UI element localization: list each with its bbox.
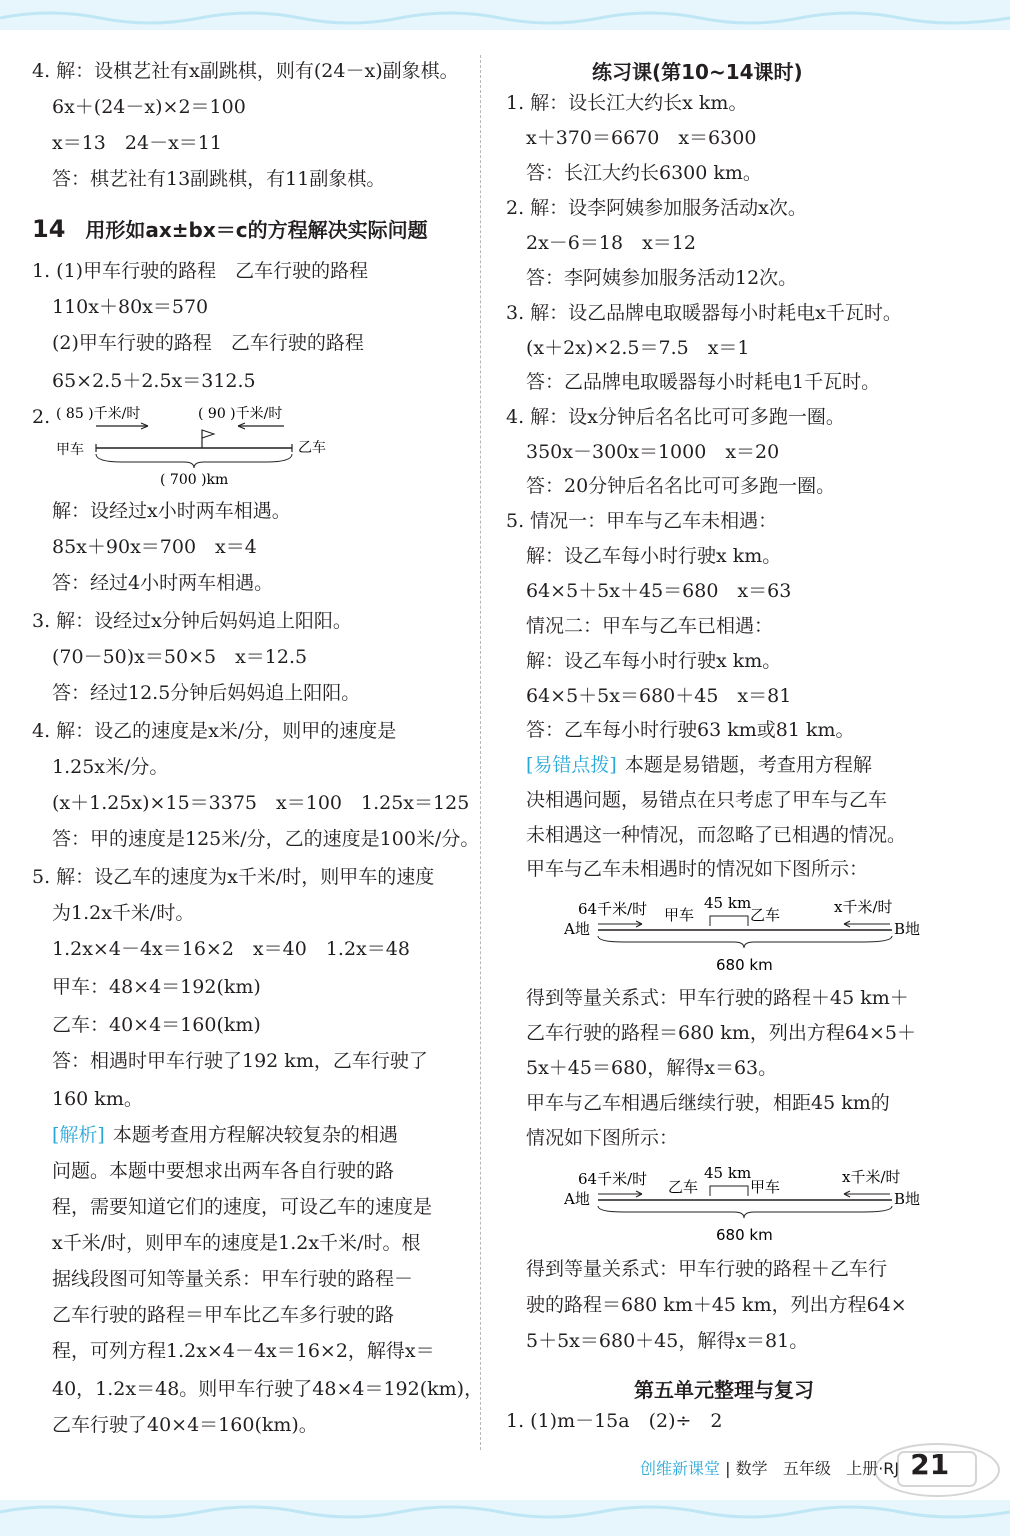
q2-number: 2. [32, 406, 51, 428]
footer-subject: 数学 [735, 1459, 768, 1478]
d1-car-a: 甲车 [664, 906, 695, 924]
d1-gap: 45 km [704, 894, 752, 912]
footer-brand: 创维新课堂 [640, 1459, 721, 1478]
tip-text-1: 本题是易错题，考查用方程解 [624, 754, 872, 776]
r5-c: 64×5＋5x＋45＝680 x＝63 [526, 580, 792, 602]
tip-line-2: 决相遇问题，易错点在只考虑了甲车与乙车 [526, 789, 888, 811]
tip-line-7: 5x＋45＝680，解得x＝63。 [526, 1057, 778, 1079]
analysis-line-7: 程，可列方程1.2x×4－4x＝16×2，解得x＝ [52, 1340, 435, 1362]
review-item-1: 1. (1)m－15a (2)÷ 2 [506, 1410, 723, 1432]
r4-c: 答：20分钟后名名比可可多跑一圈。 [526, 475, 836, 497]
analysis-line-1 [52, 1122, 398, 1148]
r4-a: 4. 解：设x分钟后名名比可可多跑一圈。 [506, 406, 845, 428]
q2-line-diagram [52, 400, 342, 488]
q3-b: (70－50)x＝50×5 x＝12.5 [52, 646, 308, 668]
r5-d: 情况二：甲车与乙车已相遇： [526, 615, 774, 637]
r5-b: 解：设乙车每小时行驶x km。 [526, 545, 782, 567]
section-heading [32, 214, 428, 243]
tip-line-12: 5＋5x＝680＋45，解得x＝81。 [526, 1330, 809, 1352]
r3-b: (x＋2x)×2.5＝7.5 x＝1 [526, 337, 750, 359]
d1-car-b: 乙车 [750, 906, 781, 924]
d2-car-a: 乙车 [668, 1178, 699, 1196]
r4-b: 350x－300x＝1000 x＝20 [526, 441, 780, 463]
d2-right: B地 [894, 1190, 921, 1208]
d2-left: A地 [564, 1190, 590, 1208]
p4-eq1: 6x＋(24－x)×2＝100 [52, 96, 246, 118]
analysis-tag: [解析] [52, 1124, 105, 1146]
analysis-line-3: 程，需要知道它们的速度，可设乙车的速度是 [52, 1196, 433, 1218]
d1-speed-a: 64千米/时 [578, 900, 648, 918]
r3-c: 答：乙品牌电取暖器每小时耗电1千瓦时。 [526, 371, 881, 393]
analysis-line-9: 乙车行驶了40×4＝160(km)。 [52, 1414, 318, 1436]
footer-volume: 上册·RJ [846, 1459, 900, 1478]
d2-speed-b: x千米/时 [842, 1168, 901, 1186]
tip-line-3: 未相遇这一种情况，而忽略了已相遇的情况。 [526, 824, 907, 846]
q5-f: 答：相遇时甲车行驶了192 km，乙车行驶了 [52, 1050, 428, 1072]
d1-right: B地 [894, 920, 921, 938]
q4-a: 4. 解：设乙的速度是x米/分，则甲的速度是 [32, 720, 397, 742]
r2-a: 2. 解：设李阿姨参加服务活动x次。 [506, 197, 807, 219]
analysis-text-1: 本题考查用方程解决较复杂的相遇 [112, 1124, 398, 1146]
tip-line-1 [526, 752, 872, 778]
q4-b: 1.25x米/分。 [52, 756, 169, 778]
diagram-already-met [564, 1160, 944, 1248]
tip-line-10: 得到等量关系式：甲车行驶的路程＋乙车行 [526, 1258, 888, 1280]
watermark-stamp [868, 1440, 1006, 1504]
r2-b: 2x－6＝18 x＝12 [526, 232, 696, 254]
r1-a: 1. 解：设长江大约长x km。 [506, 92, 748, 114]
q5-b: 为1.2x千米/时。 [52, 902, 195, 924]
p4-intro: 4. 解：设棋艺社有x副跳棋，则有(24－x)副象棋。 [32, 60, 459, 82]
r1-b: x＋370＝6670 x＝6300 [526, 127, 757, 149]
bottom-wave-band [0, 1500, 1010, 1536]
q2-right-label: 乙车 [298, 440, 326, 456]
page-number: 21 [910, 1448, 950, 1481]
q2-a: 解：设经过x小时两车相遇。 [52, 500, 291, 522]
r2-c: 答：李阿姨参加服务活动12次。 [526, 267, 798, 289]
analysis-line-5: 据线段图可知等量关系：甲车行驶的路程－ [52, 1268, 414, 1290]
d1-left: A地 [564, 920, 590, 938]
d1-total: 680 km [716, 956, 773, 974]
analysis-line-8: 40，1.2x＝48。则甲车行驶了48×4＝192(km)， [52, 1378, 484, 1400]
q3-a: 3. 解：设经过x分钟后妈妈追上阳阳。 [32, 610, 352, 632]
r5-a: 5. 情况一：甲车与乙车未相遇： [506, 510, 778, 532]
q2-speed-b: ( 90 )千米/时 [198, 406, 283, 422]
q1-b: 110x＋80x＝570 [52, 296, 209, 318]
tip-line-8: 甲车与乙车相遇后继续行驶，相距45 km的 [526, 1092, 890, 1114]
diagram-not-met [564, 890, 944, 978]
q4-c: (x＋1.25x)×15＝3375 x＝100 1.25x＝125 [52, 792, 470, 814]
r5-g: 答：乙车每小时行驶63 km或81 km。 [526, 719, 855, 741]
q5-e: 乙车：40×4＝160(km) [52, 1014, 261, 1036]
tip-line-4: 甲车与乙车未相遇时的情况如下图所示： [526, 858, 869, 880]
q2-b: 85x＋90x＝700 x＝4 [52, 536, 257, 558]
d2-total: 680 km [716, 1226, 773, 1244]
tip-line-5: 得到等量关系式：甲车行驶的路程＋45 km＋ [526, 987, 909, 1009]
q2-left-label: 甲车 [56, 442, 84, 458]
q1-d: 65×2.5＋2.5x＝312.5 [52, 370, 256, 392]
review-title: 第五单元整理与复习 [634, 1378, 814, 1402]
d2-gap: 45 km [704, 1164, 752, 1182]
p4-answer: 答：棋艺社有13副跳棋，有11副象棋。 [52, 168, 386, 190]
section-title: 用形如ax±bx＝c的方程解决实际问题 [85, 218, 428, 242]
q2-c: 答：经过4小时两车相遇。 [52, 572, 274, 594]
r1-c: 答：长江大约长6300 km。 [526, 162, 762, 184]
q1-a: 1. (1)甲车行驶的路程 乙车行驶的路程 [32, 260, 369, 282]
q5-g: 160 km。 [52, 1088, 143, 1110]
q2-distance: ( 700 )km [160, 472, 229, 488]
q3-c: 答：经过12.5分钟后妈妈追上阳阳。 [52, 682, 361, 704]
r5-f: 64×5＋5x＝680＋45 x＝81 [526, 685, 792, 707]
footer-grade: 五年级 [782, 1459, 831, 1478]
analysis-line-6: 乙车行驶的路程＝甲车比乙车多行驶的路 [52, 1304, 395, 1326]
analysis-line-4: x千米/时，则甲车的速度是1.2x千米/时。根 [52, 1232, 421, 1254]
tip-tag: [易错点拨] [526, 754, 617, 776]
q2-speed-a: ( 85 )千米/时 [56, 406, 141, 422]
tip-line-11: 驶的路程＝680 km＋45 km，列出方程64× [526, 1294, 907, 1316]
r5-e: 解：设乙车每小时行驶x km。 [526, 650, 782, 672]
p4-eq2: x＝13 24－x＝11 [52, 132, 222, 154]
q5-d: 甲车：48×4＝192(km) [52, 976, 261, 998]
tip-line-9: 情况如下图所示： [526, 1127, 679, 1149]
d2-car-b: 甲车 [750, 1178, 781, 1196]
column-divider [480, 55, 481, 1450]
practice-title: 练习课(第10~14课时) [592, 60, 803, 84]
q4-d: 答：甲的速度是125米/分，乙的速度是100米/分。 [52, 828, 480, 850]
d1-speed-b: x千米/时 [834, 898, 893, 916]
q5-a: 5. 解：设乙车的速度为x千米/时，则甲车的速度 [32, 866, 435, 888]
top-wave-band [0, 0, 1010, 30]
page-footer: 创维新课堂 | 数学 五年级 上册·RJ 21 [640, 1448, 950, 1481]
tip-line-6: 乙车行驶的路程＝680 km，列出方程64×5＋ [526, 1022, 917, 1044]
q5-c: 1.2x×4－4x＝16×2 x＝40 1.2x＝48 [52, 938, 410, 960]
q1-c: (2)甲车行驶的路程 乙车行驶的路程 [52, 332, 364, 354]
d2-speed-a: 64千米/时 [578, 1170, 648, 1188]
section-number: 14 [32, 215, 66, 243]
r3-a: 3. 解：设乙品牌电取暖器每小时耗电x千瓦时。 [506, 302, 902, 324]
analysis-line-2: 问题。本题中要想求出两车各自行驶的路 [52, 1160, 395, 1182]
